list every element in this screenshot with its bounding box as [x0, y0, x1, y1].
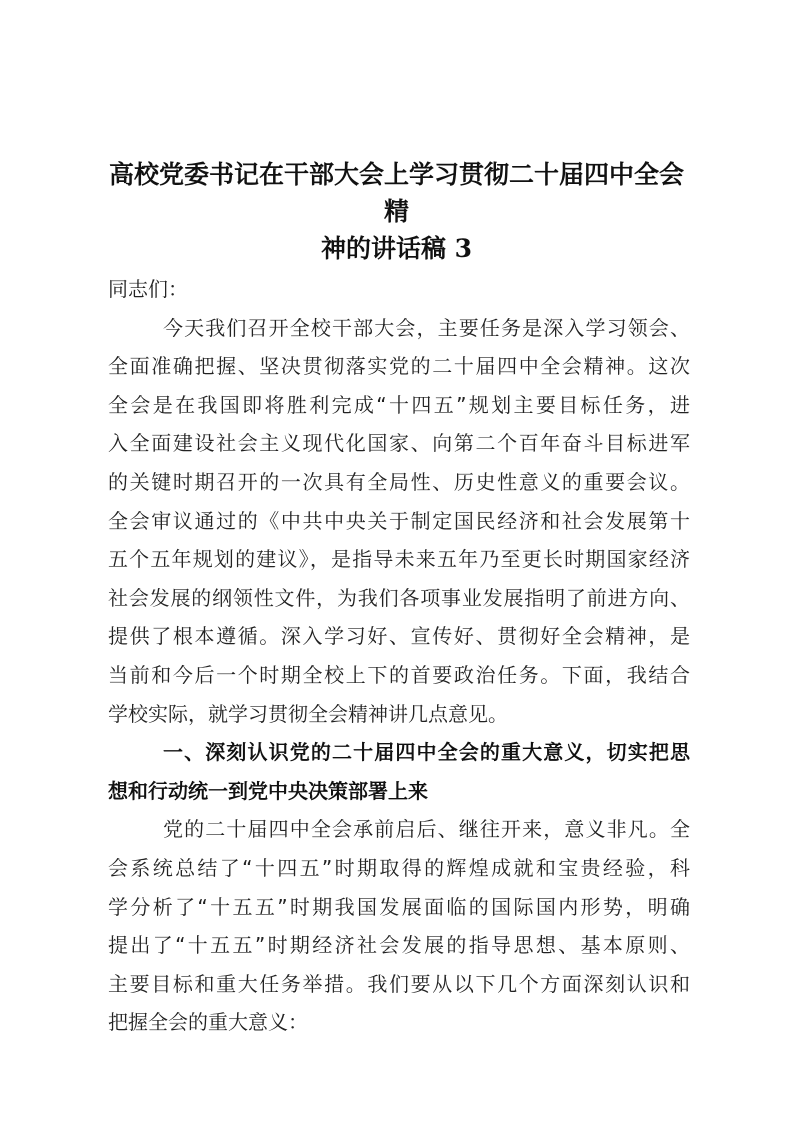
title-line: 神的讲话稿 3 [320, 234, 473, 263]
paragraph-line: 把握全会的重大意义： [108, 1010, 308, 1035]
title-line: 高校党委书记在干部大会上学习贯彻二十届四中全会精 [108, 160, 684, 226]
paragraph-line: 社会发展的纲领性文件，为我们各项事业发展指明了前进方向、 [108, 585, 690, 610]
paragraph-line: 当前和今后一个时期全校上下的首要政治任务。下面，我结合 [108, 662, 690, 687]
paragraph-significance [108, 810, 690, 1042]
paragraph-line: 的关键时期召开的一次具有全局性、历史性意义的重要会议。 [108, 469, 690, 494]
paragraph-line: 会系统总结了“十四五”时期取得的辉煌成就和宝贵经验，科 [108, 855, 690, 880]
paragraph-line: 五个五年规划的建议》，是指导未来五年乃至更长时期国家经济 [108, 547, 690, 572]
paragraph-line: 学校实际，就学习贯彻全会精神讲几点意见。 [108, 701, 508, 726]
document-title [100, 156, 693, 267]
section-heading-1 [108, 733, 690, 810]
document-body [108, 270, 690, 1042]
paragraph-line: 党的二十届四中全会承前启后、继往开来，意义非凡。全 [163, 817, 690, 842]
paragraph-line: 学分析了“十五五”时期我国发展面临的国际国内形势，明确 [108, 894, 690, 919]
paragraph-line: 全会是在我国即将胜利完成“十四五”规划主要目标任务，进 [108, 392, 690, 417]
paragraph-line: 提出了“十五五”时期经济社会发展的指导思想、基本原则、 [108, 933, 690, 958]
heading-line: 想和行动统一到党中央决策部署上来 [108, 778, 428, 803]
heading-line: 一、深刻认识党的二十届四中全会的重大意义，切实把思 [163, 740, 690, 765]
paragraph-line: 全会审议通过的《中共中央关于制定国民经济和社会发展第十 [108, 508, 690, 533]
salutation: 同志们： [108, 277, 188, 301]
paragraph-line: 主要目标和重大任务举措。我们要从以下几个方面深刻认识和 [108, 971, 690, 996]
paragraph-line: 今天我们召开全校干部大会，主要任务是深入学习领会、 [163, 315, 690, 340]
paragraph-line: 入全面建设社会主义现代化国家、向第二个百年奋斗目标进军 [108, 431, 690, 456]
paragraph-line: 提供了根本遵循。深入学习好、宣传好、贯彻好全会精神，是 [108, 624, 690, 649]
paragraph-intro [108, 309, 690, 734]
paragraph-line: 全面准确把握、坚决贯彻落实党的二十届四中全会精神。这次 [108, 354, 690, 379]
